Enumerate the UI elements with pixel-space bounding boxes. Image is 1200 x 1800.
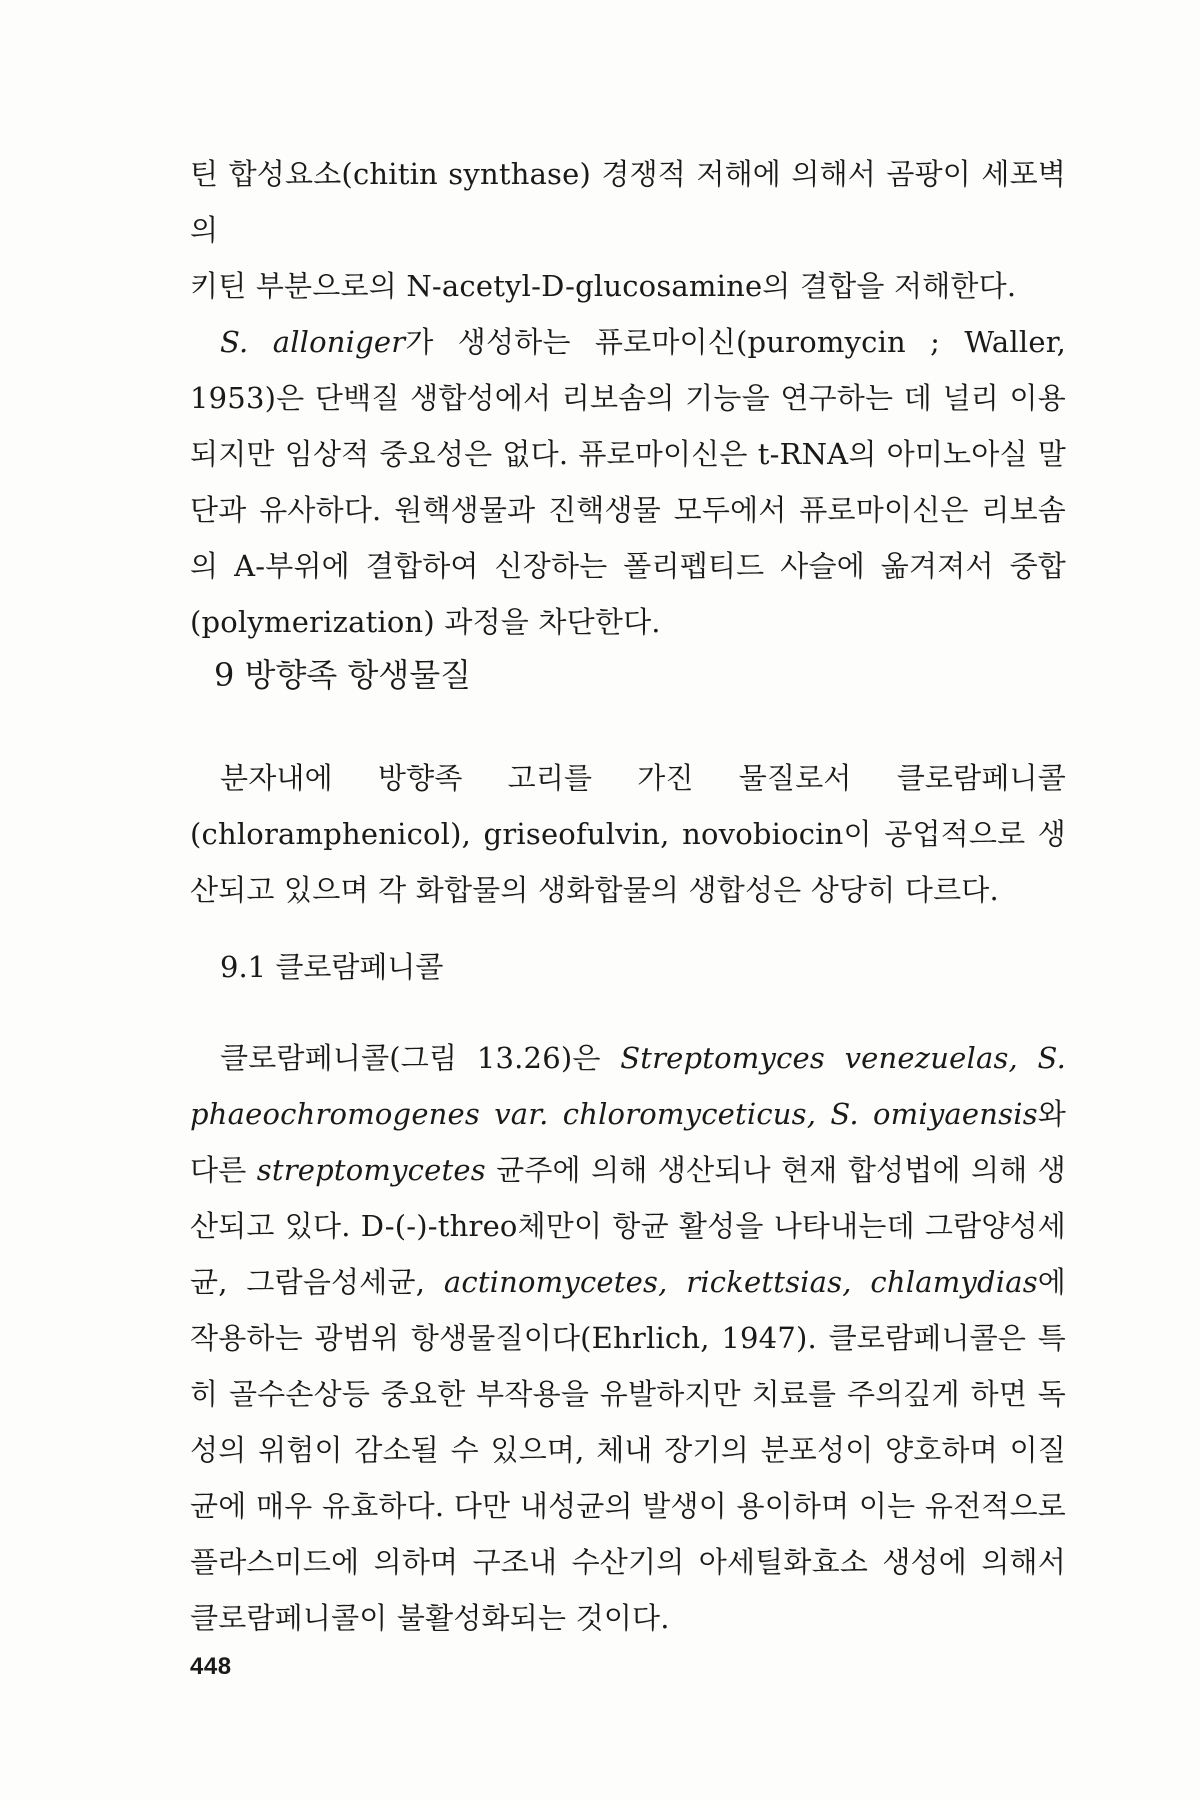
- paragraph-text: 균주에 의해 생산되나 현재 합성법에 의해 생산되고 있다. D-(-)-threo체만이 항균 활성을 나타내는데 그람양성세균, 그람음성세균,: [190, 1153, 1066, 1299]
- paragraph-text: 클로람페니콜(그림 13.26)은: [220, 1041, 621, 1075]
- continuation-line: 틴 합성요소(chitin synthase) 경쟁적 저해에 의해서 곰팡이 세포벽의: [190, 157, 1066, 247]
- taxon-names: actinomycetes, rickettsias, chlamydias: [443, 1265, 1038, 1299]
- page-number: 448: [190, 1653, 232, 1680]
- organism-name: S. alloniger: [220, 325, 406, 359]
- subsection-heading: 9.1 클로람페니콜: [220, 950, 444, 984]
- species-names: Streptomyces venezuelas, S. phaeochromogenes var. chloromyceticus, S. omiyaensis: [190, 1041, 1067, 1131]
- section-heading: 9 방향족 항생물질: [214, 656, 472, 694]
- chloramphenicol-paragraph: [190, 1030, 1066, 1646]
- paragraph-text: 에 작용하는 광범위 항생물질이다(Ehrlich, 1947). 클로람페니콜은 특히 골수손상등 중요한 부작용을 유발하지만 치료를 주의깊게 하면 독성의 위험이 감소될 수 있으며, 체내 장기의 분포성이 양호하며 이질균에 매우 유효하다. 다만 내성균의 발생이 용이하며 이는 유전적으로 플라스미드에 의하며 구조내 수산기의 아세틸화효소 생성에 의해서 클로람페니콜이 불활성화되는 것이다.: [190, 1265, 1067, 1635]
- section-intro: [190, 750, 1066, 918]
- paragraph-text: 가 생성하는 퓨로마이신(puromycin ; Waller, 1953)은 단백질 생합성에서 리보솜의 기능을 연구하는 데 널리 이용되지만 임상적 중요성은 없다. 퓨로마이신은 t-RNA의 아미노아실 말단과 유사하다. 원핵생물과 진핵생물 모두에서 퓨로마이신은 리보솜의 A-부위에 결합하여 신장하는 폴리펩티드 사슬에 옮겨져서 중합(polymerization) 과정을 차단한다.: [190, 325, 1066, 639]
- puromycin-paragraph: [190, 314, 1066, 650]
- taxon-name: streptomycetes: [256, 1153, 486, 1187]
- continuation-text: [190, 146, 1066, 650]
- continuation-line: 키틴 부분으로의 N-acetyl-D-glucosamine의 결합을 저해한다.: [190, 269, 1017, 303]
- paragraph-text: 와 다른: [190, 1097, 1066, 1187]
- chloramphenicol-text: [190, 1030, 1066, 1646]
- intro-paragraph: 분자내에 방향족 고리를 가진 물질로서 클로람페니콜(chloramphenicol), griseofulvin, novobiocin이 공업적으로 생산되고 있으며 각 화합물의 생화합물의 생합성은 상당히 다르다.: [190, 761, 1066, 907]
